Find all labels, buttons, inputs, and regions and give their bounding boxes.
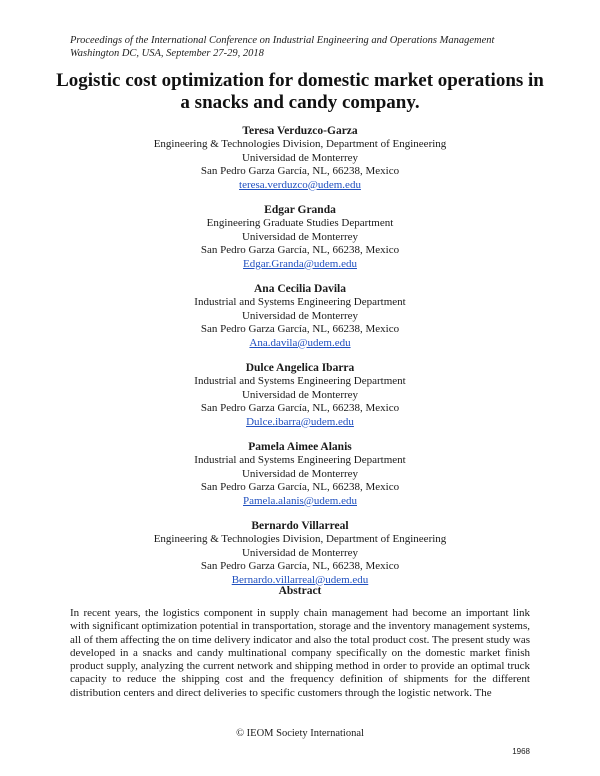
author-department: Engineering Graduate Studies Department — [206, 217, 394, 229]
author-name: Dulce Angelica Ibarra — [245, 362, 355, 374]
author-university: Universidad de Monterrey — [241, 388, 359, 401]
abstract-heading: Abstract — [278, 585, 322, 597]
author-address: San Pedro Garza García, NL, 66238, Mexico — [200, 402, 400, 414]
author-email-link[interactable]: Dulce.ibarra@udem.edu — [246, 415, 354, 428]
author-university: Universidad de Monterrey — [241, 546, 359, 559]
page-number: 1968 — [512, 747, 530, 756]
author-block — [0, 203, 600, 271]
author-department: Engineering & Technologies Division, Department of Engineering — [153, 533, 447, 545]
author-address: San Pedro Garza García, NL, 66238, Mexico — [200, 244, 400, 256]
author-email-link[interactable]: teresa.verduzco@udem.edu — [239, 178, 361, 191]
title-line-1: Logistic cost optimization for domestic market operations in — [56, 70, 544, 91]
author-name: Pamela Aimee Alanis — [248, 441, 352, 453]
running-header — [70, 34, 494, 60]
header-conference: Proceedings of the International Conference on Industrial Engineering and Operations Management — [70, 35, 495, 46]
author-address: San Pedro Garza García, NL, 66238, Mexico — [200, 323, 400, 335]
author-name: Edgar Granda — [264, 204, 336, 216]
author-university: Universidad de Monterrey — [241, 230, 359, 243]
author-address: San Pedro Garza García, NL, 66238, Mexico — [200, 560, 400, 572]
author-email-link[interactable]: Edgar.Granda@udem.edu — [243, 257, 357, 270]
author-address: San Pedro Garza García, NL, 66238, Mexico — [200, 481, 400, 493]
author-email-link[interactable]: Ana.davila@udem.edu — [249, 336, 351, 349]
abstract-body: In recent years, the logistics component in supply chain management had become an important link with significant optimization potential in transportation, storage and the inventory management systems, all of them affecting the on time delivery indicator and also the total product cost. The present study was developed in a snacks and candy multinational company specifically on the domestic market finish product supply, analyzing the current network and shipping method in order to provide an optimal truck capacity to reduce the shipping cost and the frequency definition of shipments for the different distribution centers and direct deliveries to specific customers through the logistic network. The — [70, 607, 530, 699]
author-block — [0, 124, 600, 192]
author-university: Universidad de Monterrey — [241, 151, 359, 164]
author-list — [0, 124, 600, 598]
author-university: Universidad de Monterrey — [241, 309, 359, 322]
author-department: Industrial and Systems Engineering Department — [194, 375, 406, 387]
author-university: Universidad de Monterrey — [241, 467, 359, 480]
author-block — [0, 282, 600, 350]
author-name: Ana Cecilia Davila — [254, 283, 346, 295]
title-line-2: a snacks and candy company. — [180, 92, 420, 113]
author-department: Industrial and Systems Engineering Department — [194, 454, 406, 466]
author-block — [0, 440, 600, 508]
author-email-link[interactable]: Bernardo.villarreal@udem.edu — [231, 573, 369, 586]
header-location-date: Washington DC, USA, September 27-29, 2018 — [70, 48, 264, 59]
author-department: Industrial and Systems Engineering Department — [194, 296, 406, 308]
author-name: Bernardo Villarreal — [251, 520, 349, 532]
footer-copyright: © IEOM Society International — [236, 728, 364, 739]
author-email-link[interactable]: Pamela.alanis@udem.edu — [243, 494, 357, 507]
author-block — [0, 361, 600, 429]
author-block — [0, 519, 600, 587]
author-department: Engineering & Technologies Division, Department of Engineering — [153, 138, 447, 150]
author-address: San Pedro Garza García, NL, 66238, Mexico — [200, 165, 400, 177]
paper-title — [40, 70, 560, 114]
author-name: Teresa Verduzco-Garza — [242, 125, 358, 137]
